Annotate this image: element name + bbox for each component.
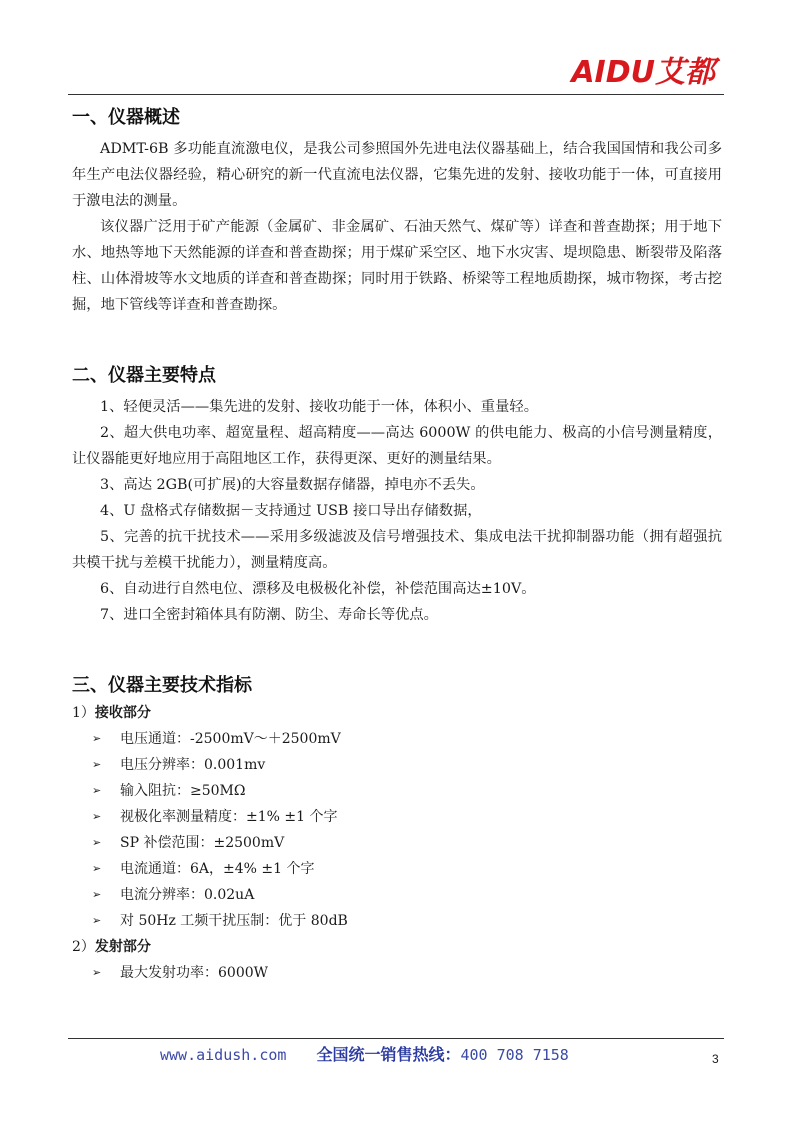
bullet-arrow-icon: ➢ [92, 862, 102, 875]
hotline-label: 全国统一销售热线： [316, 1045, 461, 1064]
website-link[interactable]: www.aidush.com [160, 1046, 287, 1064]
transmit-subheading-label: 发射部分 [94, 939, 151, 955]
overview-paragraph: ADMT-6B 多功能直流激电仪，是我公司参照国外先进电法仪器基础上，结合我国国情和我公司多年生产电法仪器经验，精心研究的新一代直流电法仪器，它集先进的发射、接收功能于一体，可直接用于激电法的测量。 [72, 141, 722, 209]
transmit-spec-list [72, 960, 722, 986]
spec-item: ➢ 对 50Hz 工频干扰压制：优于 80dB [72, 908, 722, 934]
receive-subheading [72, 700, 722, 726]
bullet-arrow-icon: ➢ [92, 810, 102, 823]
spec-item: ➢ 输入阻抗：≥50MΩ [72, 778, 722, 804]
page-number: 3 [712, 1052, 719, 1066]
spec-item: ➢ 视极化率测量精度：±1% ±1 个字 [72, 804, 722, 830]
overview-paragraph: 该仪器广泛用于矿产能源（金属矿、非金属矿、石油天然气、煤矿等）详查和普查勘探；用于地下水、地热等地下天然能源的详查和普查勘探；用于煤矿采空区、地下水灾害、堤坝隐患、断裂带及陷落柱、山体滑坡等水文地质的详查和普查勘探；同时用于铁路、桥梁等工程地质勘探，城市物探，考古挖掘，地下管线等详查和普查勘探。 [72, 219, 722, 313]
spec-item: ➢ 电流通道：6A，±4% ±1 个字 [72, 856, 722, 882]
feature-item: 1、轻便灵活——集先进的发射、接收功能于一体，体积小、重量轻。 [100, 399, 538, 415]
spec-item: ➢ 电流分辨率：0.02uA [72, 882, 722, 908]
feature-item: 6、自动进行自然电位、漂移及电极极化补偿，补偿范围高达±10V。 [100, 581, 536, 597]
bullet-arrow-icon: ➢ [92, 888, 102, 901]
section-title-specs: 三、仪器主要技术指标 [72, 675, 252, 696]
receive-subheading-label: 接收部分 [94, 705, 151, 721]
spec-item: ➢ 电压通道：-2500mV～＋2500mV [72, 726, 722, 752]
logo-text: AIDU艾都 [571, 55, 715, 90]
bullet-arrow-icon: ➢ [92, 966, 102, 979]
bullet-arrow-icon: ➢ [92, 914, 102, 927]
transmit-subheading [72, 934, 722, 960]
document-body [72, 104, 722, 986]
footer [160, 1042, 569, 1065]
header-divider [68, 94, 724, 95]
bullet-arrow-icon: ➢ [92, 758, 102, 771]
section-title-features: 二、仪器主要特点 [72, 365, 216, 386]
receive-subheading-num: 1） [72, 705, 95, 721]
transmit-subheading-num: 2） [72, 939, 95, 955]
hotline-phone: 400 708 7158 [460, 1046, 569, 1064]
spec-item: ➢ SP 补偿范围：±2500mV [72, 830, 722, 856]
feature-item: 4、U 盘格式存储数据－支持通过 USB 接口导出存储数据， [100, 503, 482, 519]
footer-divider [68, 1038, 724, 1039]
feature-item: 3、高达 2GB(可扩展)的大容量数据存储器，掉电亦不丢失。 [100, 477, 485, 493]
section-title-overview: 一、仪器概述 [72, 107, 180, 128]
feature-item: 7、进口全密封箱体具有防潮、防尘、寿命长等优点。 [100, 607, 438, 623]
feature-item: 5、完善的抗干扰技术——采用多级滤波及信号增强技术、集成电法干扰抑制器功能（拥有超强抗共模干扰与差模干扰能力），测量精度高。 [72, 529, 722, 571]
bullet-arrow-icon: ➢ [92, 836, 102, 849]
spec-item: ➢ 电压分辨率：0.001mv [72, 752, 722, 778]
company-logo [571, 32, 715, 88]
receive-spec-list [72, 726, 722, 934]
feature-item: 2、超大供电功率、超宽量程、超高精度——高达 6000W 的供电能力、极高的小信号测量精度，让仪器能更好地应用于高阻地区工作，获得更深、更好的测量结果。 [72, 425, 722, 467]
spec-item: ➢ 最大发射功率：6000W [72, 960, 722, 986]
bullet-arrow-icon: ➢ [92, 732, 102, 745]
bullet-arrow-icon: ➢ [92, 784, 102, 797]
